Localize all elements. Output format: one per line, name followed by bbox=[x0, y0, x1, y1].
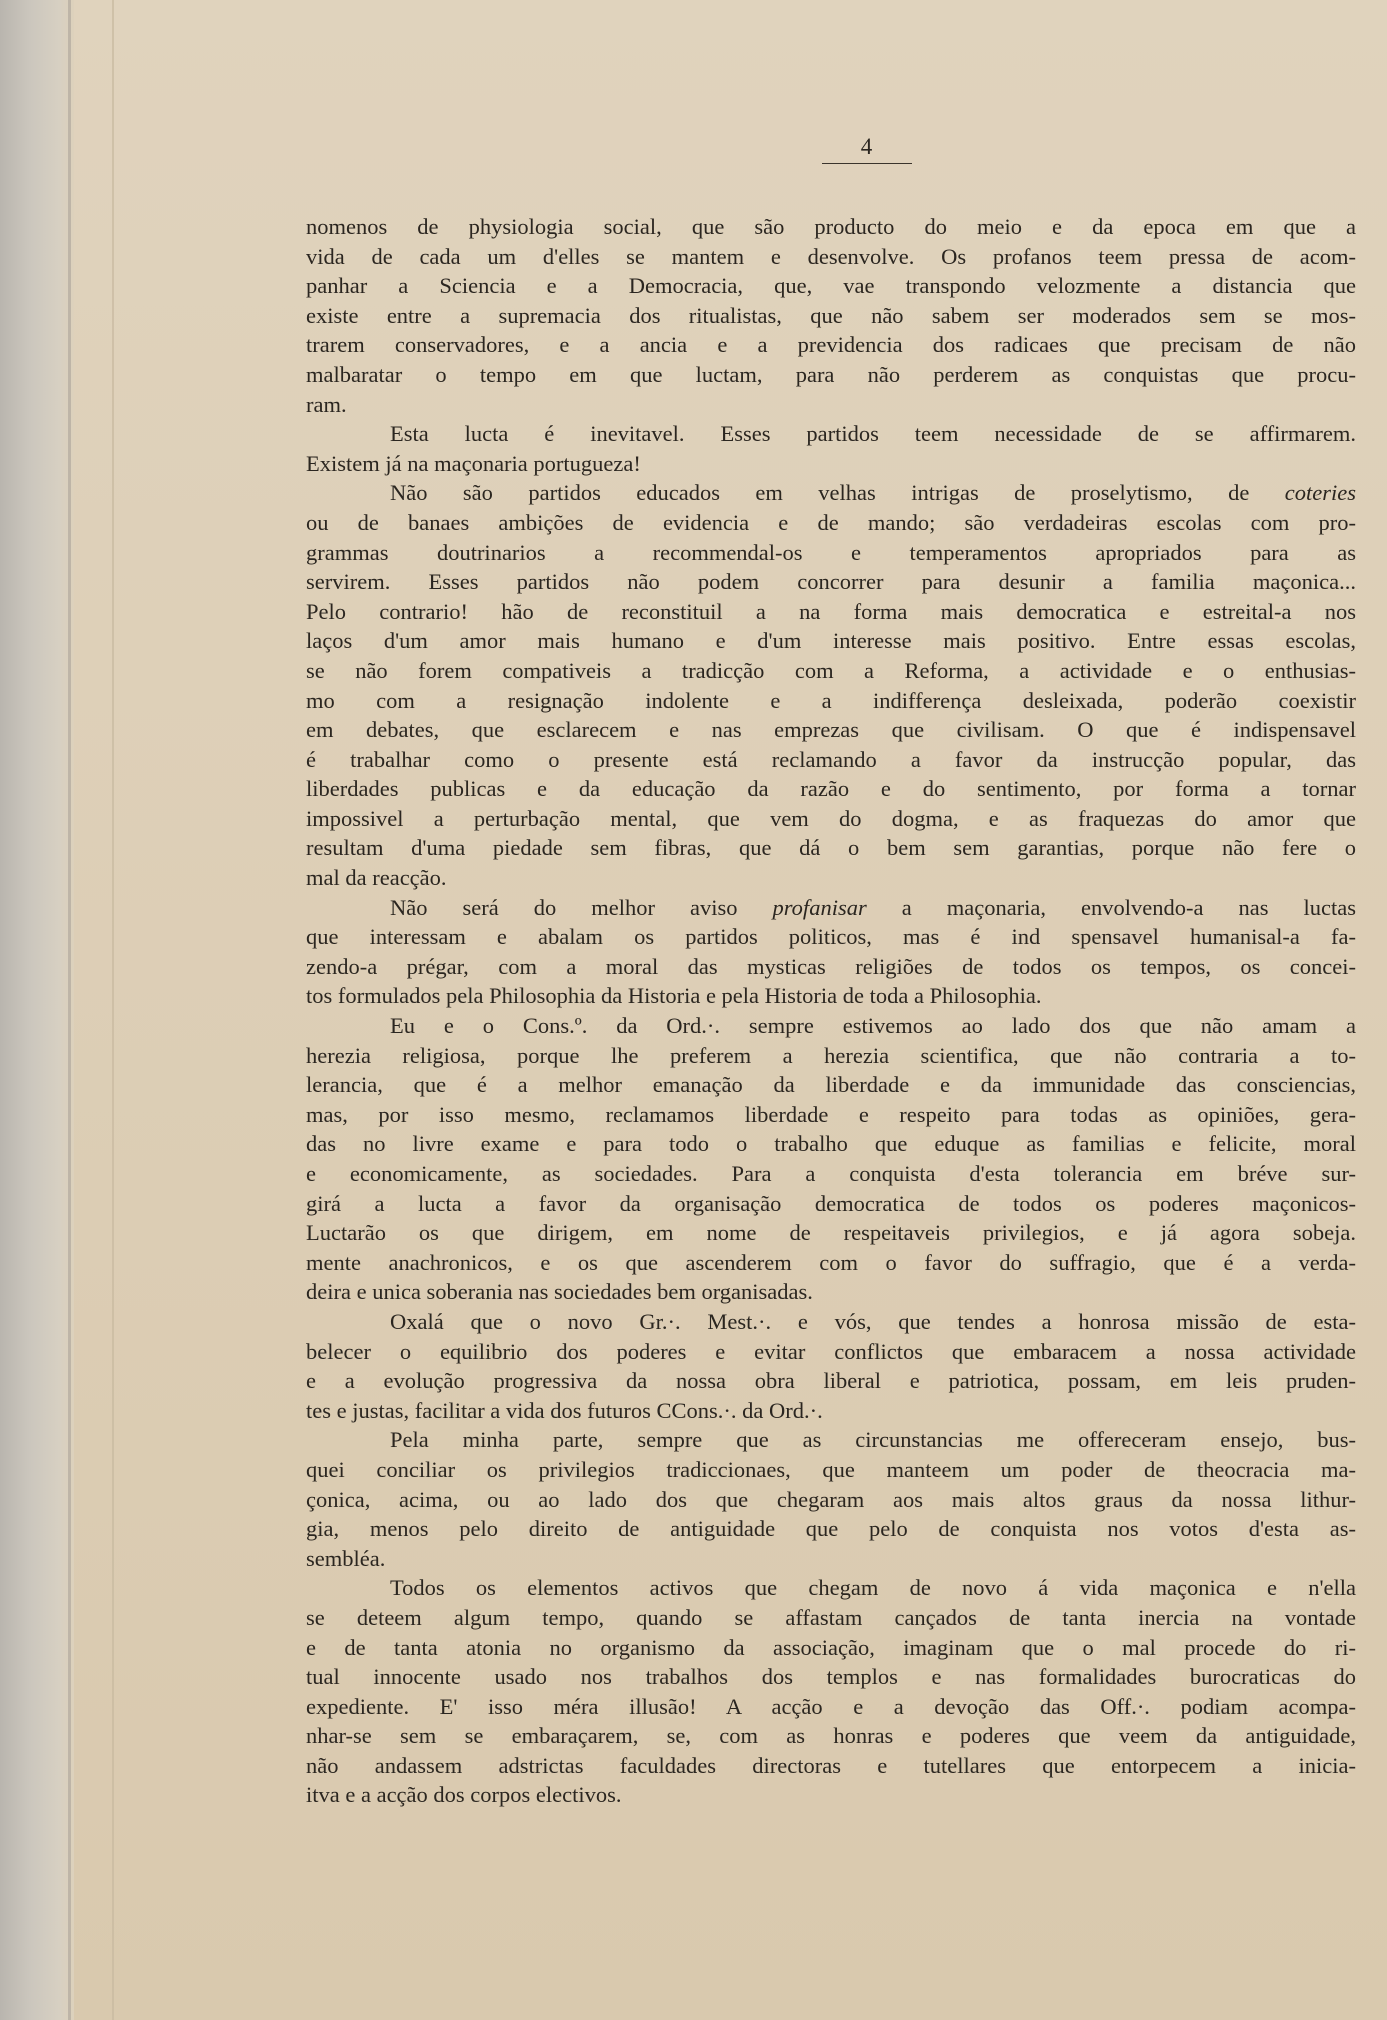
text-line: Todos os elementos activos que chegam de novo á vida maçonica e n'ella bbox=[390, 1575, 1356, 1601]
text-line: impossivel a perturbação mental, que vem do dogma, e as fraquezas do amor que bbox=[306, 805, 1356, 831]
text-line: Pela minha parte, sempre que as circunstancias me offereceram ensejo, bus- bbox=[390, 1427, 1356, 1453]
text-line: quei conciliar os privilegios tradiccionaes, que manteem um poder de theocracia ma- bbox=[306, 1456, 1356, 1482]
text-line: mente anachronicos, e os que ascenderem com o favor do suffragio, que é a verda- bbox=[306, 1249, 1356, 1275]
text-line: se deteem algum tempo, quando se affastam cançados de tanta inercia na vontade bbox=[306, 1604, 1356, 1630]
text-line: Não são partidos educados em velhas intrigas de proselytismo, de coteries bbox=[390, 480, 1356, 506]
text-line: liberdades publicas e da educação da razão e do sentimento, por forma a tornar bbox=[306, 776, 1356, 802]
text-line: gia, menos pelo direito de antiguidade que pelo de conquista nos votos d'esta as- bbox=[306, 1516, 1356, 1542]
text-line: Oxalá que o novo Gr.·. Mest.·. e vós, que tendes a honrosa missão de esta- bbox=[390, 1308, 1356, 1334]
text-line: grammas doutrinarios a recommendal-os e temperamentos apropriados para as bbox=[306, 539, 1356, 565]
text-line: itva e a acção dos corpos electivos. bbox=[306, 1782, 622, 1808]
page-fold-line bbox=[112, 0, 114, 2020]
page-number-rule bbox=[822, 163, 912, 164]
text-line: das no livre exame e para todo o trabalho que eduque as familias e felicite, moral bbox=[306, 1131, 1356, 1157]
text-line: Luctarão os que dirigem, em nome de respeitaveis privilegios, e já agora sobeja. bbox=[306, 1220, 1356, 1246]
text-line: é trabalhar como o presente está reclamando a favor da instrucção popular, das bbox=[306, 746, 1356, 772]
text-line: e economicamente, as sociedades. Para a conquista d'esta tolerancia em bréve sur- bbox=[306, 1161, 1356, 1186]
text-line: ou de banaes ambições de evidencia e de mando; são verdadeiras escolas com pro- bbox=[306, 509, 1356, 535]
text-line: se não forem compativeis a tradicção com a Reforma, a actividade e o enthusias- bbox=[306, 657, 1356, 683]
text-line: tual innocente usado nos trabalhos dos templos e nas formalidades burocraticas do bbox=[306, 1664, 1356, 1690]
text-line: que interessam e abalam os partidos politicos, mas é ind spensavel humanisal-a fa- bbox=[306, 924, 1356, 950]
text-line: sembléa. bbox=[306, 1545, 386, 1571]
binding-edge bbox=[68, 0, 71, 2020]
text-line: em debates, que esclarecem e nas emprezas que civilisam. O que é indispensavel bbox=[306, 717, 1356, 743]
text-line: panhar a Sciencia e a Democracia, que, vae transpondo velozmente a distancia que bbox=[306, 273, 1356, 299]
text-line: Existem já na maçonaria portugueza! bbox=[306, 450, 641, 476]
text-line: tos formulados pela Philosophia da Historia e pela Historia de toda a Philosophia. bbox=[306, 983, 1042, 1009]
text-line: existe entre a supremacia dos ritualistas, que não sabem ser moderados sem se mos- bbox=[306, 302, 1356, 328]
text-line: Eu e o Cons.º. da Ord.·. sempre estivemos ao lado dos que não amam a bbox=[390, 1013, 1356, 1039]
text-line: tes e justas, facilitar a vida dos futuros CCons.·. da Ord.·. bbox=[306, 1397, 823, 1423]
text-line: mas, por isso mesmo, reclamamos liberdade e respeito para todas as opiniões, gera- bbox=[306, 1101, 1356, 1127]
page-number: 4 bbox=[860, 134, 874, 159]
text-line: e a evolução progressiva da nossa obra liberal e patriotica, possam, em leis pruden- bbox=[306, 1368, 1356, 1394]
text-line: resultam d'uma piedade sem fibras, que dá o bem sem garantias, porque não fere o bbox=[306, 835, 1356, 861]
text-line: lerancia, que é a melhor emanação da liberdade e da immunidade das consciencias, bbox=[306, 1072, 1356, 1098]
text-line: nhar-se sem se embaraçarem, se, com as honras e poderes que veem da antiguidade, bbox=[306, 1723, 1356, 1749]
text-line: e de tanta atonia no organismo da associação, imaginam que o mal procede do ri- bbox=[306, 1634, 1356, 1660]
binding-strip bbox=[0, 0, 74, 2020]
text-line: Não será do melhor aviso profanisar a maçonaria, envolvendo-a nas luctas bbox=[390, 894, 1357, 920]
text-line: Pelo contrario! hão de reconstituil a na forma mais democratica e estreital-a nos bbox=[306, 598, 1356, 624]
text-line: herezia religiosa, porque lhe preferem a herezia scientifica, que não contraria a to- bbox=[306, 1042, 1356, 1068]
text-line: girá a lucta a favor da organisação democratica de todos os poderes maçonicos- bbox=[306, 1190, 1356, 1216]
text-line: expediente. E' isso méra illusão! A acção e a devoção das Off.·. podiam acompa- bbox=[306, 1693, 1356, 1719]
text-line: zendo-a prégar, com a moral das mysticas religiões de todos os tempos, os concei- bbox=[306, 953, 1356, 979]
text-line: mal da reacção. bbox=[306, 865, 447, 891]
text-line: deira e unica soberania nas sociedades bem organisadas. bbox=[306, 1279, 813, 1305]
text-line: mo com a resignação indolente e a indifferença desleixada, poderão coexistir bbox=[306, 687, 1356, 713]
body-text bbox=[306, 212, 1356, 1810]
text-line: trarem conservadores, e a ancia e a previdencia dos radicaes que precisam de não bbox=[306, 332, 1356, 358]
text-line: malbaratar o tempo em que luctam, para não perderem as conquistas que procu- bbox=[306, 361, 1356, 387]
text-line: servirem. Esses partidos não podem concorrer para desunir a familia maçonica... bbox=[306, 569, 1356, 595]
text-line: vida de cada um d'elles se mantem e desenvolve. Os profanos teem pressa de acom- bbox=[306, 243, 1356, 269]
text-line: belecer o equilibrio dos poderes e evitar conflictos que embaracem a nossa actividade bbox=[306, 1338, 1356, 1364]
text-line: ram. bbox=[306, 391, 347, 417]
text-line: Esta lucta é inevitavel. Esses partidos teem necessidade de se affirmarem. bbox=[390, 421, 1356, 447]
text-line: nomenos de physiologia social, que são producto do meio e da epoca em que a bbox=[306, 214, 1356, 239]
text-line: não andassem adstrictas faculdades directoras e tutellares que entorpecem a inicia- bbox=[306, 1752, 1356, 1778]
text-line: çonica, acima, ou ao lado dos que chegaram aos mais altos graus da nossa lithur- bbox=[306, 1486, 1356, 1512]
text-line: laços d'um amor mais humano e d'um interesse mais positivo. Entre essas escolas, bbox=[306, 628, 1356, 654]
